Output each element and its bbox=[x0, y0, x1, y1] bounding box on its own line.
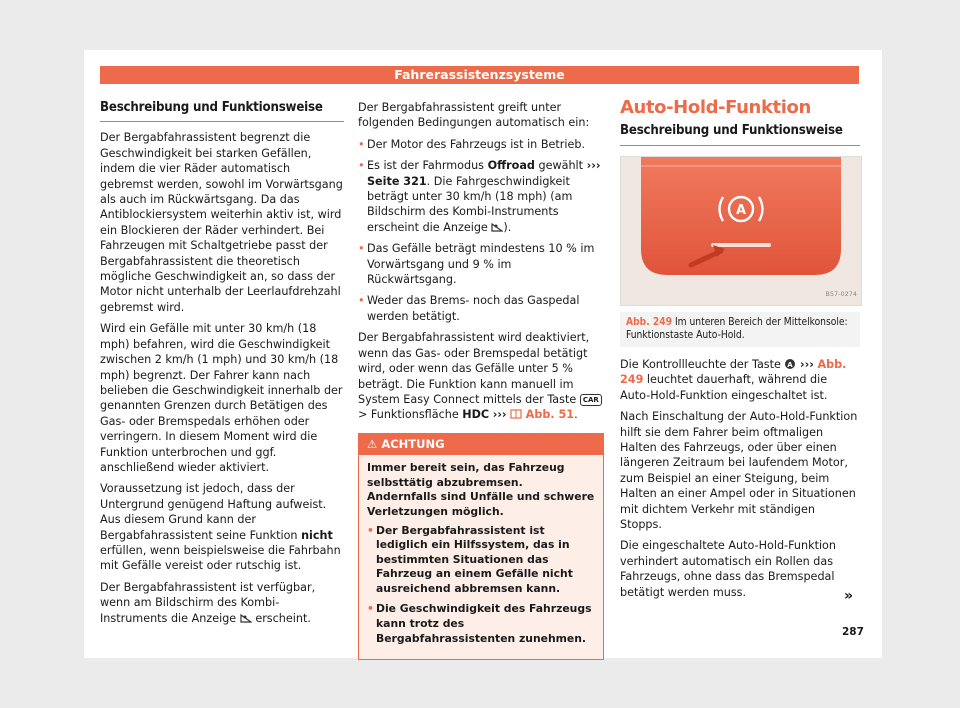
text: erscheint. bbox=[255, 611, 311, 625]
warning-icon: ⚠ bbox=[367, 436, 378, 451]
text: Die Geschwindigkeit des Fahrzeugs kann trotz des Bergabfahrassistenten zunehmen. bbox=[376, 602, 592, 645]
caption-text: Im unteren Bereich der Mittelkonsole: Funktionstaste Auto-Hold. bbox=[626, 316, 848, 342]
bullet-icon: • bbox=[358, 242, 365, 256]
paragraph: Der Bergabfahrassistent greift unter folgenden Bedingungen automatisch ein: bbox=[358, 101, 590, 130]
chapter-header: Fahrerassistenzsysteme bbox=[100, 66, 859, 84]
text: Es ist der Fahrmodus bbox=[367, 159, 488, 173]
text: gewählt bbox=[534, 159, 587, 173]
bullet-icon: • bbox=[358, 159, 365, 173]
paragraph bbox=[100, 481, 344, 573]
section-title: Beschreibung und Funktionsweise bbox=[620, 123, 860, 145]
bullet-icon: • bbox=[358, 137, 365, 151]
text: Der Motor des Fahrzeugs ist in Betrieb. bbox=[367, 137, 586, 151]
list-item bbox=[358, 293, 604, 324]
text: Der Bergabfahrassistent wird deaktiviert, wenn das Gas- oder Bremspedal betätigt wird, oder wenn das Gefälle unter 5 % beträgt. Die Funktion kann manuell im System Easy Connect mittels der Taste bbox=[358, 331, 590, 406]
figure-reference-link[interactable]: Abb. 249 bbox=[620, 358, 847, 387]
paragraph bbox=[100, 580, 344, 626]
list-item bbox=[367, 602, 595, 646]
paragraph: Wird ein Gefälle mit unter 30 km/h (18 mph) befahren, wird die Geschwindigkeit zwischen 2 km/h (1 mph) und 30 km/h (18 mph) begrenzt. Der Fahrer kann nach belieben die Geschwindigkeit innerhalb der genannten Grenzen durch Betätigen des Gas- oder Bremspedals erhöhen oder verringern. In diesem Moment wird die Funktion unterbrochen und ggf. anschließend wieder aktiviert. bbox=[100, 322, 343, 474]
text: Weder das Brems- noch das Gaspedal werden betätigt. bbox=[367, 294, 580, 323]
text: erfüllen, wenn beispielsweise die Fahrbahn mit Gefälle vereist oder rutschig ist. bbox=[100, 543, 341, 573]
list-item bbox=[358, 241, 604, 287]
paragraph: Der Bergabfahrassistent begrenzt die Geschwindigkeit bei starken Gefällen, indem die vier Räder automatisch gebremst werden, sowohl im Vorwärtsgang als auch im Rückwärtsgang. Da das Antiblockiersystem weiterhin aktiv ist, wird ein Blockieren der Räder verhindert. Bei Fahrzeugen mit Schaltgetriebe passt der Bergabfahrassistent die theoretisch mögliche Geschwindigkeit an, so dass der Motor nicht unterhalb der Leerlaufdrehzahl gebremst wird. bbox=[100, 131, 343, 314]
page-reference-link[interactable]: ››› Seite 321 bbox=[367, 159, 601, 188]
warning-body bbox=[359, 455, 603, 659]
paragraph: Nach Einschaltung der Auto-Hold-Funktion hilft sie dem Fahrer beim oftmaligen Halten des Fahrzeugs, oder über einen längeren Zeitraum bei laufendem Motor, zum Beispiel an einer Steigung, beim Halten an einer Ampel oder in Situationen mit dichtem Verkehr mit ständigen Stopps. bbox=[620, 410, 858, 532]
text: . Die Fahrgeschwindigkeit beträgt unter 30 km/h (18 mph) (am Bildschirm des Kombi-Instruments erscheint die Anzeige bbox=[367, 174, 573, 234]
reference-arrows: ››› bbox=[492, 408, 507, 422]
bullet-icon: • bbox=[358, 294, 365, 308]
figure-auto-hold-button bbox=[620, 156, 862, 306]
bullet-icon: • bbox=[367, 523, 374, 537]
continued-icon: » bbox=[844, 588, 854, 604]
text: leuchtet dauerhaft, während die Auto-Hold-Funktion eingeschaltet ist. bbox=[620, 373, 828, 402]
column-2 bbox=[358, 100, 604, 660]
page-number: 287 bbox=[842, 626, 864, 638]
section-title: Beschreibung und Funktionsweise bbox=[100, 100, 344, 122]
text: Der Bergabfahrassistent ist verfügbar, wenn am Bildschirm des Kombi-Instruments die Anzeige bbox=[100, 580, 316, 625]
reference-arrows: ››› bbox=[800, 358, 814, 371]
chapter-title: Auto-Hold-Funktion bbox=[620, 97, 811, 118]
paragraph bbox=[358, 330, 604, 422]
auto-hold-illustration bbox=[621, 157, 861, 305]
text bbox=[367, 158, 604, 235]
warning-box bbox=[358, 433, 604, 661]
figure-caption bbox=[620, 312, 860, 347]
svg-text:A: A bbox=[735, 202, 747, 218]
text: > Funktionsfläche bbox=[358, 408, 459, 422]
car-button-icon: CAR bbox=[580, 394, 602, 406]
auto-hold-icon bbox=[784, 358, 796, 370]
bold-text: Offroad bbox=[487, 159, 535, 173]
warning-header bbox=[359, 434, 603, 455]
list-item bbox=[367, 524, 595, 597]
book-icon bbox=[510, 408, 522, 420]
hdc-label: HDC bbox=[462, 408, 490, 422]
figure-reference-link[interactable]: Abb. 51 bbox=[525, 408, 575, 422]
warning-text: Immer bereit sein, das Fahrzeug selbsttätig abzubremsen. Andernfalls sind Unfälle und schwere Verletzungen möglich. bbox=[367, 461, 595, 518]
list-item bbox=[358, 137, 604, 152]
caption-label: Abb. 249 bbox=[626, 316, 673, 328]
figure-code: B57-0274 bbox=[825, 290, 857, 299]
text: Die Kontrollleuchte der Taste bbox=[620, 358, 781, 371]
paragraph: Die eingeschaltete Auto-Hold-Funktion verhindert automatisch ein Rollen das Fahrzeugs, ohne dass das Bremspedal betätigt werden muss. bbox=[620, 539, 836, 599]
column-1 bbox=[100, 100, 344, 632]
paragraph bbox=[620, 357, 860, 403]
hill-descent-icon bbox=[491, 221, 503, 233]
text: ). bbox=[503, 220, 512, 234]
text: Der Bergabfahrassistent ist lediglich ein Hilfssystem, das in bestimmten Situationen das Fahrzeug an einem Gefälle nicht ausreichend abbremsen kann. bbox=[376, 523, 573, 595]
text: Voraussetzung ist jedoch, dass der Untergrund genügend Haftung aufweist. Aus diesem Grund kann der Bergabfahrassistent seine Funktion bbox=[100, 482, 327, 542]
bold-text: nicht bbox=[301, 528, 333, 542]
text: . bbox=[574, 408, 578, 422]
hill-descent-icon bbox=[240, 612, 252, 624]
warning-title: ACHTUNG bbox=[381, 436, 445, 451]
list-item bbox=[358, 158, 604, 235]
text: Das Gefälle beträgt mindestens 10 % im Vorwärtsgang und 9 % im Rückwärtsgang. bbox=[367, 242, 595, 287]
column-3 bbox=[620, 97, 860, 606]
bullet-icon: • bbox=[367, 602, 374, 616]
svg-text:A: A bbox=[787, 361, 794, 369]
